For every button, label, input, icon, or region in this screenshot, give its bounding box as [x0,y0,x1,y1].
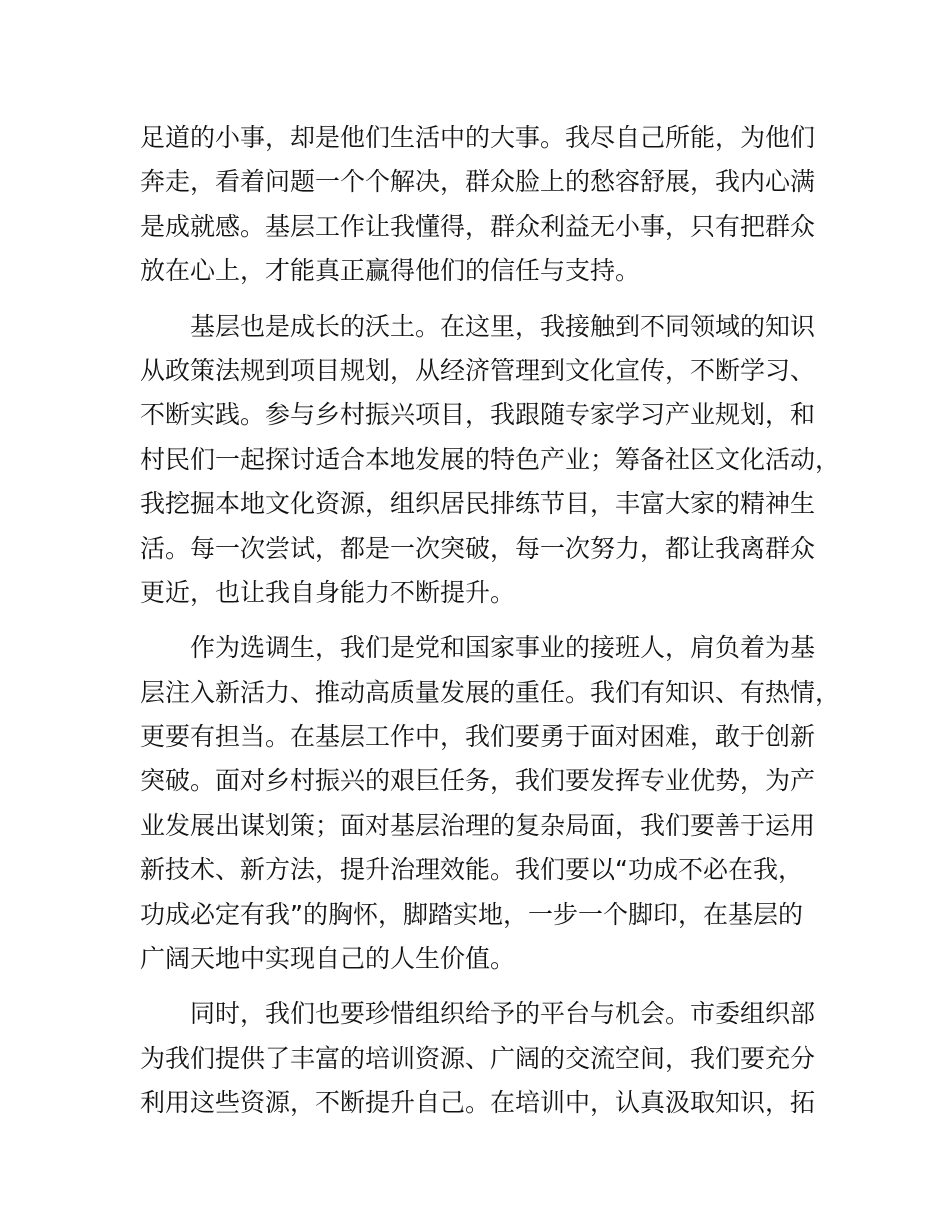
text-line: 从政策法规到项目规划，从经济管理到文化宣传，不断学习、 [140,355,816,385]
text-line: 同时，我们也要珍惜组织给予的平台与机会。市委组织部 [190,999,816,1029]
text-line: 作为选调生，我们是党和国家事业的接班人，肩负着为基 [190,633,816,663]
text-line: 村民们一起探讨适合本地发展的特色产业；筹备社区文化活动， [140,444,841,474]
text-line: 业发展出谋划策；面对基层治理的复杂局面，我们要善于运用 [140,810,816,840]
text-line: 我挖掘本地文化资源，组织居民排练节目，丰富大家的精神生 [140,489,816,519]
text-line: 为我们提供了丰富的培训资源、广阔的交流空间，我们要充分 [140,1043,816,1073]
paragraph-continuation [140,116,840,294]
text-line: 功成必定有我”的胸怀，脚踏实地，一步一个脚印，在基层的 [140,899,803,929]
paragraph-grassroots-growth [140,305,840,616]
text-line: 更近，也让我自身能力不断提升。 [140,577,516,607]
text-line: 基层也是成长的沃土。在这里，我接触到不同领域的知识 [190,311,816,341]
text-line: 足道的小事，却是他们生活中的大事。我尽自己所能，为他们 [140,123,816,152]
paragraph-cherish-opportunity [140,992,840,1125]
text-line: 突破。面对乡村振兴的艰巨任务，我们要发挥专业优势，为产 [140,766,816,796]
text-line: 活。每一次尝试，都是一次突破，每一次努力，都让我离群众 [140,533,816,563]
text-line: 是成就感。基层工作让我懂得，群众利益无小事，只有把群众 [140,211,816,241]
paragraph-selected-graduates [140,626,840,981]
text-line: 放在心上，才能真正赢得他们的信任与支持。 [140,256,641,286]
text-line: 利用这些资源，不断提升自己。在培训中，认真汲取知识，拓 [140,1088,816,1118]
text-line: 奔走，看着问题一个个解决，群众脸上的愁容舒展，我内心满 [140,167,816,197]
text-line: 更要有担当。在基层工作中，我们要勇于面对困难，敢于创新 [140,722,816,752]
text-line: 新技术、新方法，提升治理效能。我们要以“功成不必在我， [140,855,803,885]
document-body [140,116,840,1137]
text-line: 不断实践。参与乡村振兴项目，我跟随专家学习产业规划，和 [140,400,816,430]
text-line: 层注入新活力、推动高质量发展的重任。我们有知识、有热情， [140,677,841,707]
text-line: 广阔天地中实现自己的人生价值。 [140,944,516,974]
